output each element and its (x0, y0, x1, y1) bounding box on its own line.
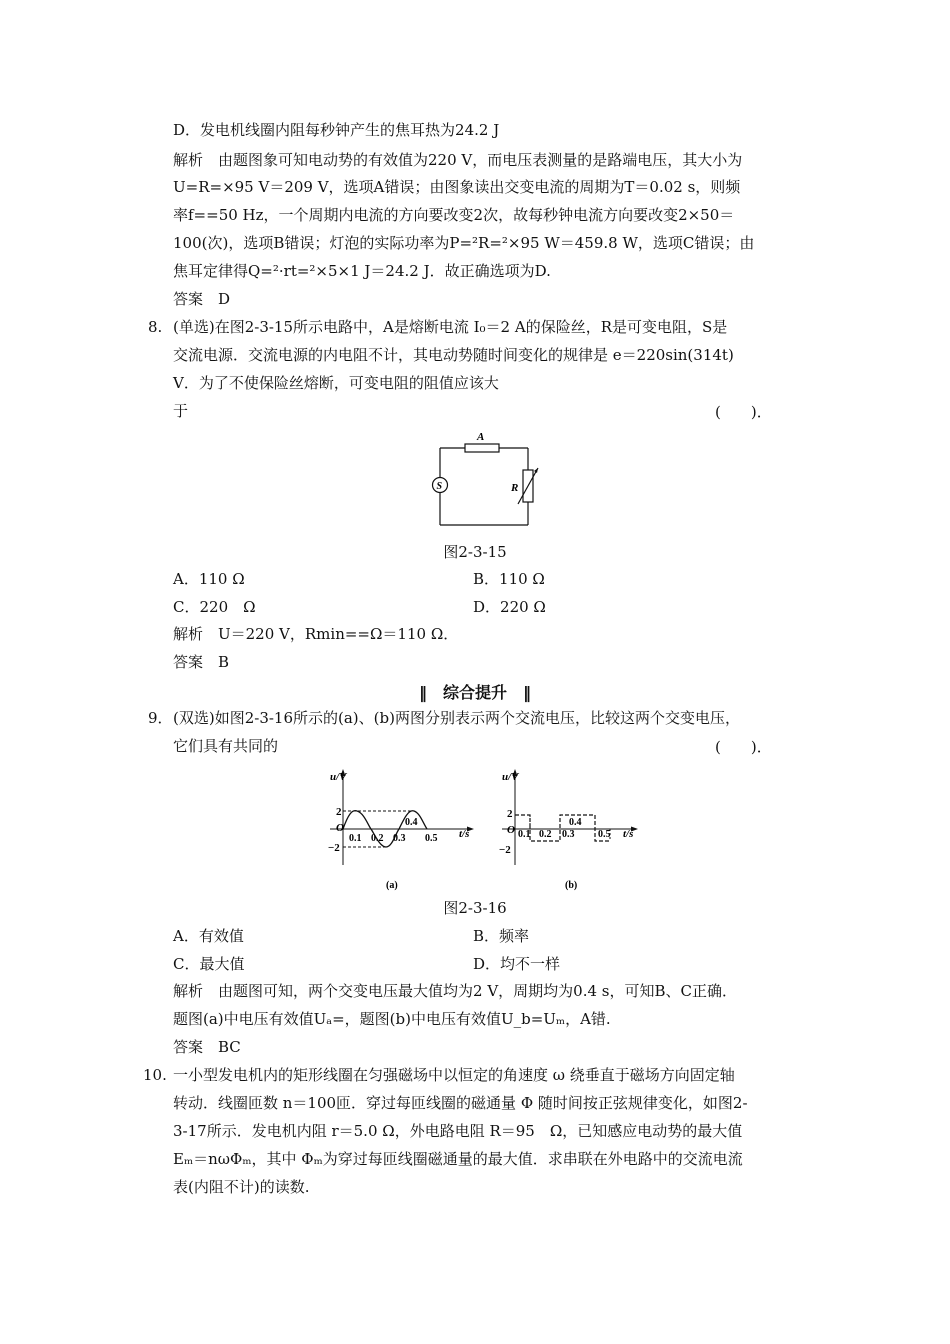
graph-a-y-tick-pos: 2 (336, 806, 342, 818)
q8-option-d: D．220 Ω (473, 598, 546, 616)
graph-a-x-axis-label: t/s (459, 828, 470, 840)
graph-a-tick-0.3: 0.3 (393, 833, 406, 844)
q10-number: 10. (143, 1066, 167, 1084)
graph-a-tick-0.2: 0.2 (371, 833, 384, 844)
graph-a-tick-0.4: 0.4 (405, 817, 418, 828)
q7-option-d: D．发电机线圈内阻每秒钟产生的焦耳热为24.2 J (173, 121, 500, 139)
q8-option-c: C．220 Ω (173, 598, 256, 616)
graph-b-tick-0.5: 0.5 (598, 829, 611, 840)
graph-b-tick-0.1: 0.1 (518, 829, 531, 840)
graph-b-tick-0.2: 0.2 (539, 829, 552, 840)
q8-analysis: 解析 U＝220 V，Rmin==Ω＝110 Ω． (173, 625, 459, 643)
q7-analysis-line-4: 100(次)，选项B错误；灯泡的实际功率为P=²R=²×95 W＝459.8 W，选项C错误；由 (173, 234, 755, 252)
source-label: S (436, 481, 443, 492)
graph-b-tick-0.3: 0.3 (562, 829, 575, 840)
q10-stem-line-4: Eₘ＝nωΦₘ，其中 Φₘ为穿过每匝线圈磁通量的最大值．求串联在外电路中的交流电流 (173, 1150, 743, 1168)
q7-analysis-line-2: U=R=×95 V＝209 V，选项A错误；由图象读出交变电流的周期为T＝0.02 s，则频 (173, 178, 741, 196)
q10-stem-line-1: 一小型发电机内的矩形线圈在匀强磁场中以恒定的角速度 ω 绕垂直于磁场方向固定轴 (173, 1066, 735, 1084)
q7-analysis-line-1: 解析 由题图象可知电动势的有效值为220 V，而电压表测量的是路端电压，其大小为 (173, 151, 743, 169)
q9-analysis-line-2: 题图(a)中电压有效值Uₐ=，题图(b)中电压有效值U_b=Uₘ，A错. (173, 1010, 611, 1028)
voltage-graphs-figure (320, 765, 650, 893)
q10-stem-line-3: 3-17所示．发电机内阻 r＝5.0 Ω，外电路电阻 R＝95 Ω，已知感应电动势的最大值 (173, 1122, 743, 1140)
q10-stem-line-5: 表(内阻不计)的读数. (173, 1178, 310, 1196)
q8-answer: 答案 B (173, 653, 230, 671)
graph-a-y-axis-label: u/V (330, 771, 347, 783)
graph-b-sub-label: (b) (565, 880, 578, 891)
q9-stem-line-1: (双选)如图2-3-16所示的(a)、(b)两图分别表示两个交流电压，比较这两个交变电压， (173, 709, 740, 727)
figure-2-3-15-caption: 图2-3-15 (443, 543, 507, 561)
q7-answer: 答案 D (173, 290, 231, 308)
graph-a-y-tick-neg: −2 (328, 842, 340, 854)
graph-a (330, 769, 474, 865)
graph-a-sub-label: (a) (386, 880, 398, 891)
q9-answer: 答案 BC (173, 1038, 241, 1056)
q9-option-b: B．频率 (473, 927, 530, 945)
q9-number: 9． (148, 709, 173, 727)
figure-2-3-16-caption: 图2-3-16 (443, 899, 507, 917)
q8-option-b: B．110 Ω (473, 570, 545, 588)
graph-a-origin: O (336, 822, 344, 834)
q8-number: 8. (148, 318, 163, 336)
graph-b-y-tick-pos: 2 (507, 808, 513, 820)
graph-b-x-axis-label: t/s (623, 828, 634, 840)
q8-option-a: A．110 Ω (173, 570, 245, 588)
fuse-a (465, 444, 499, 452)
q8-stem-line-1: (单选)在图2-3-15所示电路中，A是熔断电流 I₀＝2 A的保险丝，R是可变电阻，S是 (173, 318, 728, 336)
circuit-diagram (425, 425, 555, 535)
q9-analysis-line-1: 解析 由题图可知，两个交变电压最大值均为2 V，周期均为0.4 s，可知B、C正确． (173, 982, 737, 1000)
q9-stem-line-2: 它们具有共同的 (173, 737, 279, 755)
q9-answer-paren: ( )． (715, 738, 772, 756)
q7-analysis-line-5: 焦耳定律得Q=²·rt=²×5×1 J＝24.2 J．故正确选项为D. (173, 262, 551, 280)
q9-option-a: A．有效值 (173, 927, 244, 945)
q10-stem-line-2: 转动．线圈匝数 n＝100匝．穿过每匝线圈的磁通量 Φ 随时间按正弦规律变化，如图2- (173, 1094, 748, 1112)
q8-answer-paren: ( )． (715, 403, 772, 421)
graph-b-origin: O (507, 824, 515, 836)
q9-option-d: D．均不一样 (473, 955, 561, 973)
q8-stem-line-2: 交流电源．交流电源的内电阻不计，其电动势随时间变化的规律是 e＝220sin(314t) (173, 346, 734, 364)
q8-stem-line-3: V．为了不使保险丝熔断，可变电阻的阻值应该大 (173, 374, 499, 392)
graph-a-tick-0.5: 0.5 (425, 833, 438, 844)
q9-option-c: C．最大值 (173, 955, 245, 973)
q7-analysis-line-3: 率f==50 Hz，一个周期内电流的方向要改变2次，故每秒钟电流方向要改变2×50＝ (173, 206, 735, 224)
graph-a-tick-0.1: 0.1 (349, 833, 362, 844)
resistor-label: R (511, 482, 519, 494)
graph-b-tick-0.4: 0.4 (569, 817, 582, 828)
section-title: ‖ 综合提升 ‖ (418, 683, 531, 702)
graph-b-y-tick-neg: −2 (499, 844, 511, 856)
graph-b-y-axis-label: u/V (502, 771, 519, 783)
q8-stem-line-4: 于 (173, 402, 189, 420)
fuse-label: A (477, 431, 485, 443)
